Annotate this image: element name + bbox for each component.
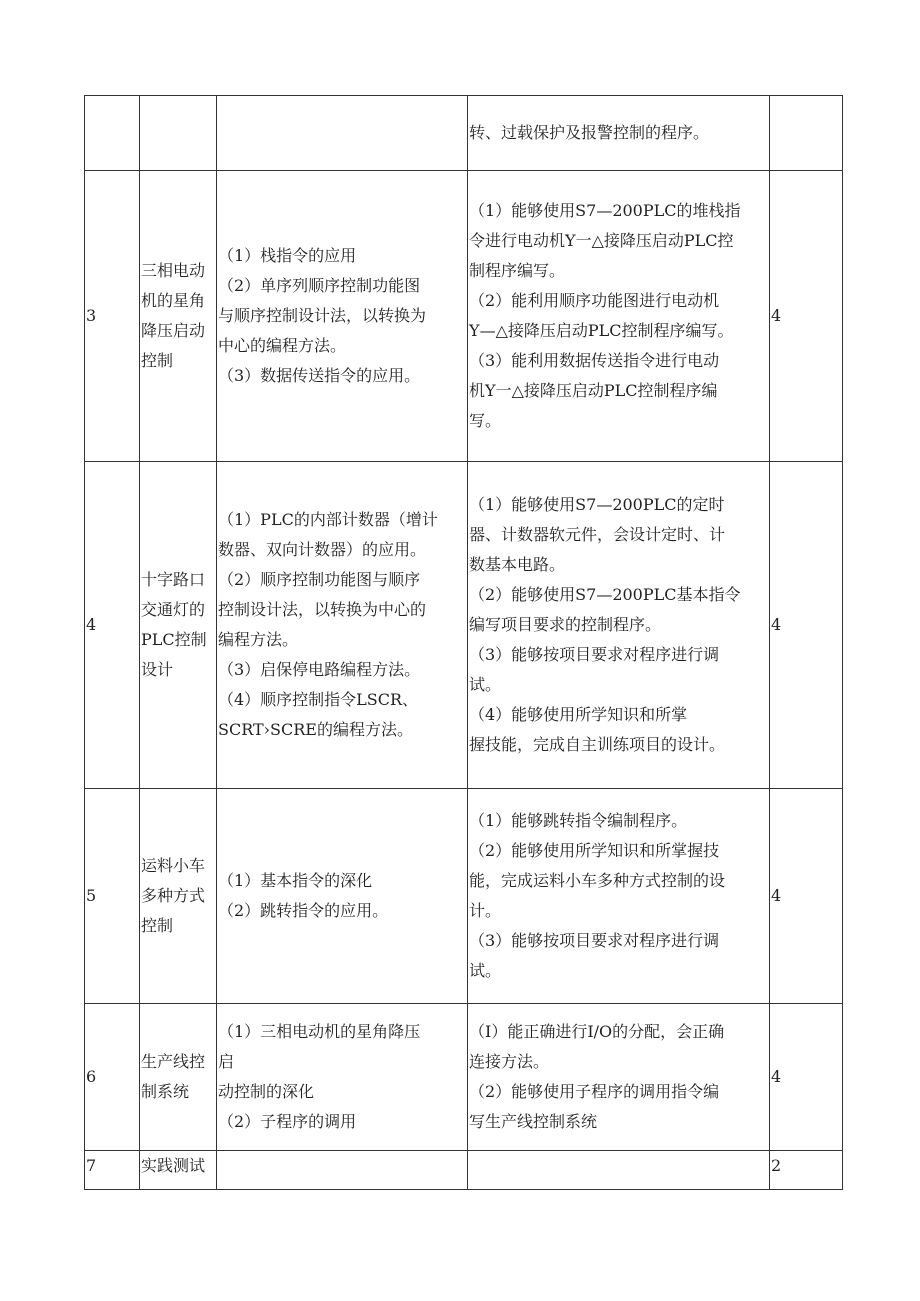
project-name-line: 交通灯的 [141, 600, 206, 619]
knowledge-line: 数器、双向计数器）的应用。 [218, 540, 427, 559]
skills-line: 转、过载保护及报警控制的程序。 [469, 123, 710, 142]
knowledge-line: 启 [218, 1052, 235, 1071]
knowledge-line: SCRT›SCRE的编程方法。 [218, 720, 413, 739]
hours-cell: 4 [770, 1004, 843, 1151]
skills-line: （2）能够使用所学知识和所掌握技 [469, 841, 720, 860]
skills-cell [468, 171, 770, 462]
skills-line: （3）能够按项目要求对程序进行调 [469, 931, 720, 950]
hours-cell: 4 [770, 462, 843, 789]
knowledge-line: （2）顺序控制功能图与顺序 [218, 570, 421, 589]
skills-line: 写。 [469, 411, 502, 430]
skills-line: 连接方法。 [469, 1052, 550, 1071]
project-number-cell: 3 [85, 171, 140, 462]
project-name-cell [140, 1004, 217, 1151]
skills-line: 数基本电路。 [469, 555, 566, 574]
project-name-line: 制系统 [141, 1082, 190, 1101]
knowledge-line: 控制设计法，以转换为中心的 [218, 600, 427, 619]
knowledge-cell [217, 789, 468, 1004]
project-name-line: 降压启动 [141, 321, 206, 340]
skills-line: 机Y一△接降压启动PLC控制程序编 [469, 381, 718, 400]
skills-line: （2）能利用顺序功能图进行电动机 [469, 291, 720, 310]
project-number-cell: 7 [85, 1151, 140, 1190]
table-body [85, 96, 843, 1190]
skills-line: 计。 [469, 901, 502, 920]
skills-line: 能，完成运料小车多种方式控制的设 [469, 871, 726, 890]
knowledge-line: 动控制的深化 [218, 1082, 315, 1101]
skills-line: 写生产线控制系统 [469, 1112, 598, 1131]
skills-line: 试。 [469, 675, 502, 694]
skills-cell [468, 1151, 770, 1190]
knowledge-line: 编程方法。 [218, 630, 299, 649]
knowledge-cell [217, 171, 468, 462]
skills-line: （1）能够跳转指令编制程序。 [469, 811, 688, 830]
project-name-cell [140, 171, 217, 462]
project-name-line: 机的星角 [141, 291, 206, 310]
knowledge-line: 中心的编程方法。 [218, 336, 347, 355]
table-row [85, 1004, 843, 1151]
knowledge-line: （1）基本指令的深化 [218, 871, 373, 890]
project-name-line: 设计 [141, 660, 174, 679]
project-number-cell: 6 [85, 1004, 140, 1151]
project-name-cell [140, 789, 217, 1004]
table-row [85, 171, 843, 462]
project-name-line: 多种方式 [141, 886, 206, 905]
table-row [85, 96, 843, 171]
skills-line: Y—△接降压启动PLC控制程序编写。 [469, 321, 734, 340]
knowledge-line: （1）栈指令的应用 [218, 246, 357, 265]
project-name-line: 控制 [141, 916, 174, 935]
skills-line: （3）能利用数据传送指令进行电动 [469, 351, 720, 370]
course-content-table [84, 95, 843, 1190]
project-number-cell [85, 96, 140, 171]
project-number-cell: 4 [85, 462, 140, 789]
skills-cell [468, 96, 770, 171]
skills-line: （2）能够使用子程序的调用指令编 [469, 1082, 720, 1101]
table-row [85, 462, 843, 789]
hours-cell: 4 [770, 171, 843, 462]
skills-line: （1）能够使用S7—200PLC的堆栈指 [469, 201, 741, 220]
skills-cell [468, 789, 770, 1004]
table-row [85, 1151, 843, 1190]
skills-line: （3）能够按项目要求对程序进行调 [469, 645, 720, 664]
knowledge-line: （2）单序列顺序控制功能图 [218, 276, 421, 295]
hours-cell [770, 96, 843, 171]
project-name-line: 三相电动 [141, 261, 206, 280]
project-name-line: 生产线控 [141, 1052, 206, 1071]
project-name-cell [140, 96, 217, 171]
skills-line: （I）能正确进行I/O的分配，会正确 [469, 1022, 725, 1041]
project-name-line: 控制 [141, 351, 174, 370]
knowledge-cell [217, 1004, 468, 1151]
skills-cell [468, 462, 770, 789]
knowledge-line: （2）跳转指令的应用。 [218, 901, 389, 920]
knowledge-line: （4）顺序控制指令LSCR、 [218, 690, 419, 709]
skills-line: 握技能，完成自主训练项目的设计。 [469, 735, 726, 754]
knowledge-line: （3）启保停电路编程方法。 [218, 660, 421, 679]
knowledge-cell [217, 462, 468, 789]
skills-line: （2）能够使用S7—200PLC基本指令 [469, 585, 741, 604]
knowledge-line: （3）数据传送指令的应用。 [218, 366, 421, 385]
skills-line: 令进行电动机Y一△接降压启动PLC控 [469, 231, 734, 250]
hours-cell: 4 [770, 789, 843, 1004]
skills-line: （1）能够使用S7—200PLC的定时 [469, 495, 725, 514]
project-name-line: 实践测试 [141, 1156, 206, 1175]
project-name-cell [140, 1151, 217, 1190]
project-number-cell: 5 [85, 789, 140, 1004]
skills-line: 制程序编写。 [469, 261, 566, 280]
skills-line: （4）能够使用所学知识和所掌 [469, 705, 688, 724]
table-row [85, 789, 843, 1004]
knowledge-line: （1）PLC的内部计数器（增计 [218, 510, 438, 529]
knowledge-line: （2）子程序的调用 [218, 1112, 357, 1131]
hours-cell: 2 [770, 1151, 843, 1190]
project-name-line: 十字路口 [141, 570, 206, 589]
project-name-cell [140, 462, 217, 789]
knowledge-line: （1）三相电动机的星角降压 [218, 1022, 421, 1041]
skills-line: 器、计数器软元件，会设计定时、计 [469, 525, 726, 544]
skills-line: 试。 [469, 961, 502, 980]
skills-cell [468, 1004, 770, 1151]
project-name-line: 运料小车 [141, 856, 206, 875]
knowledge-line: 与顺序控制设计法，以转换为 [218, 306, 427, 325]
knowledge-cell [217, 96, 468, 171]
skills-line: 编写项目要求的控制程序。 [469, 615, 662, 634]
knowledge-cell [217, 1151, 468, 1190]
project-name-line: PLC控制 [141, 630, 207, 649]
